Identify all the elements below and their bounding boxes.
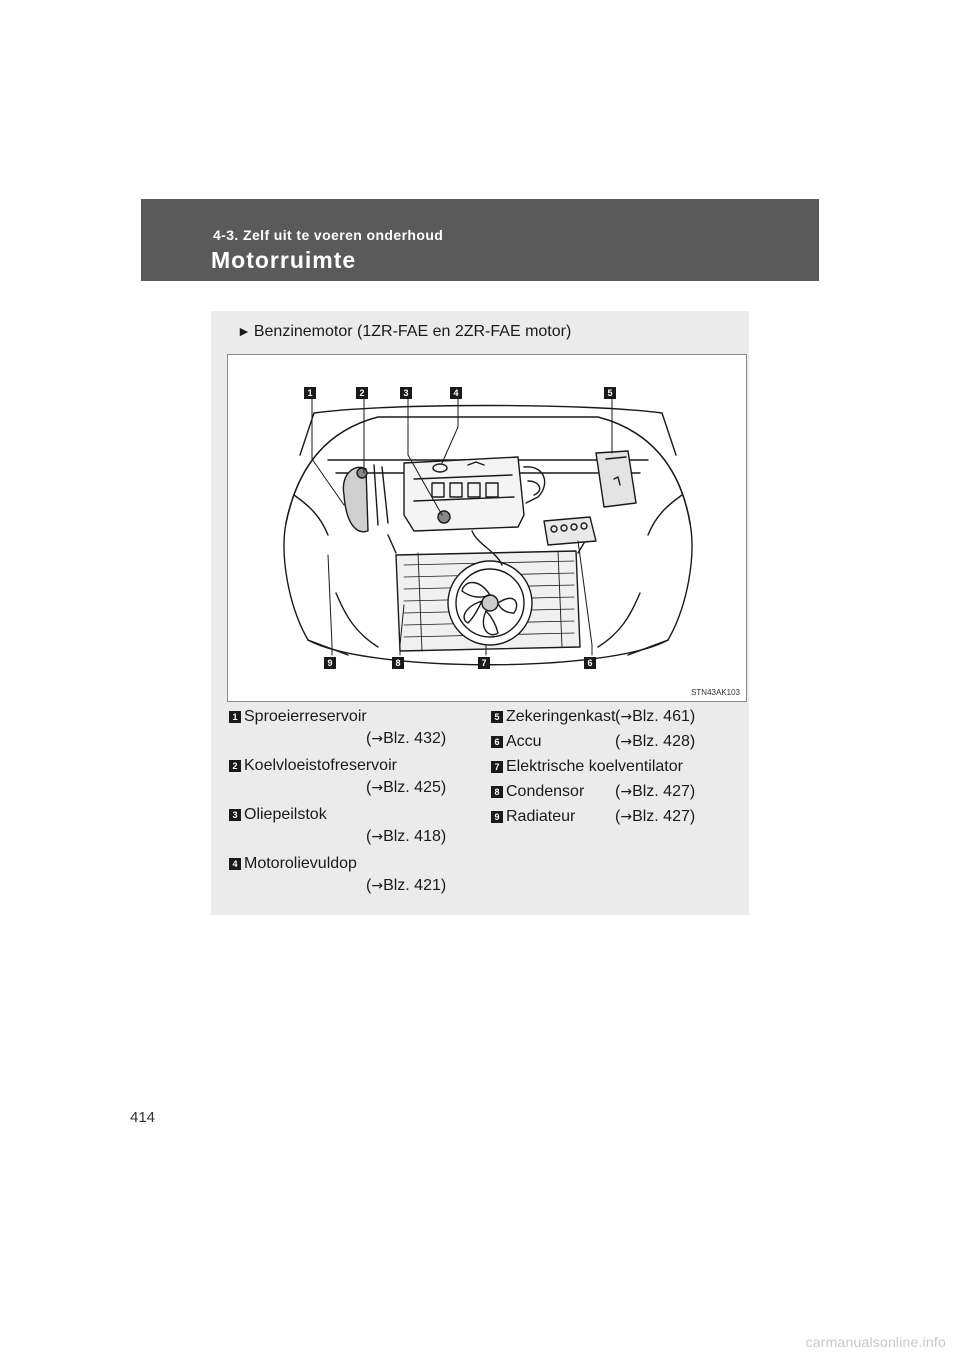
engine-illustration bbox=[228, 355, 746, 701]
callout-5-badge: 5 bbox=[604, 387, 616, 399]
legend-number-badge: 2 bbox=[229, 760, 241, 772]
legend-item bbox=[229, 706, 459, 756]
watermark: carmanualsonline.info bbox=[805, 1334, 946, 1350]
legend-item bbox=[491, 756, 741, 778]
arrow-right-icon: → bbox=[371, 829, 384, 845]
legend-number-badge: 3 bbox=[229, 809, 241, 821]
legend-number-badge: 9 bbox=[491, 811, 503, 823]
arrow-right-icon: → bbox=[371, 780, 384, 796]
section-header bbox=[141, 199, 819, 281]
arrow-right-icon: → bbox=[620, 784, 633, 800]
page-number: 414 bbox=[130, 1109, 156, 1126]
callout-6-badge: 6 bbox=[584, 657, 596, 669]
callout-9-badge: 9 bbox=[324, 657, 336, 669]
legend-item bbox=[491, 706, 741, 728]
legend-number-badge: 4 bbox=[229, 858, 241, 870]
page-reference: (→Blz. 425) bbox=[366, 779, 447, 796]
arrow-right-icon: → bbox=[620, 809, 633, 825]
engine-compartment-panel bbox=[211, 311, 749, 915]
legend-item bbox=[491, 731, 741, 753]
page-title: Motorruimte bbox=[211, 247, 357, 273]
legend-label: Accu bbox=[506, 733, 542, 750]
legend-item bbox=[229, 804, 459, 854]
callout-4-badge: 4 bbox=[450, 387, 462, 399]
legend-item bbox=[229, 853, 459, 903]
callout-1-badge: 1 bbox=[304, 387, 316, 399]
page-reference: (→Blz. 427) bbox=[615, 783, 696, 800]
legend-label: Condensor bbox=[506, 783, 585, 800]
figure-code: STN43AK103 bbox=[691, 688, 740, 697]
legend-number-badge: 8 bbox=[491, 786, 503, 798]
legend-item bbox=[491, 781, 741, 803]
legend-label: Oliepeilstok bbox=[244, 806, 327, 823]
engine-diagram bbox=[227, 354, 747, 702]
page-reference: (→Blz. 427) bbox=[615, 808, 696, 825]
legend-label: Motorolievuldop bbox=[244, 855, 357, 872]
page-reference: (→Blz. 432) bbox=[366, 730, 447, 747]
section-label: 4-3. Zelf uit te voeren onderhoud bbox=[213, 227, 444, 243]
legend-number-badge: 5 bbox=[491, 711, 503, 723]
arrow-right-icon: → bbox=[371, 731, 384, 747]
triangle-marker-icon: ► bbox=[237, 323, 251, 339]
page-reference: (→Blz. 428) bbox=[615, 733, 696, 750]
page-reference: (→Blz. 461) bbox=[615, 708, 696, 725]
legend-label: Zekeringenkast bbox=[506, 708, 616, 725]
arrow-right-icon: → bbox=[371, 878, 384, 894]
legend-label: Radiateur bbox=[506, 808, 576, 825]
legend-item bbox=[491, 806, 741, 828]
callout-7-badge: 7 bbox=[478, 657, 490, 669]
legend-number-badge: 7 bbox=[491, 761, 503, 773]
legend-number-badge: 6 bbox=[491, 736, 503, 748]
page-reference: (→Blz. 418) bbox=[366, 828, 447, 845]
legend-label: Sproeierreservoir bbox=[244, 708, 367, 725]
callout-3-badge: 3 bbox=[400, 387, 412, 399]
callout-8-badge: 8 bbox=[392, 657, 404, 669]
arrow-right-icon: → bbox=[620, 734, 633, 750]
engine-variant-heading bbox=[237, 323, 571, 341]
arrow-right-icon: → bbox=[620, 709, 633, 725]
callout-2-badge: 2 bbox=[356, 387, 368, 399]
legend-number-badge: 1 bbox=[229, 711, 241, 723]
page-reference: (→Blz. 421) bbox=[366, 877, 447, 894]
variant-label: Benzinemotor (1ZR-FAE en 2ZR-FAE motor) bbox=[253, 323, 572, 340]
legend-item bbox=[229, 755, 459, 805]
legend-label: Koelvloeistofreservoir bbox=[244, 757, 397, 774]
legend-label: Elektrische koelventilator bbox=[506, 758, 683, 775]
